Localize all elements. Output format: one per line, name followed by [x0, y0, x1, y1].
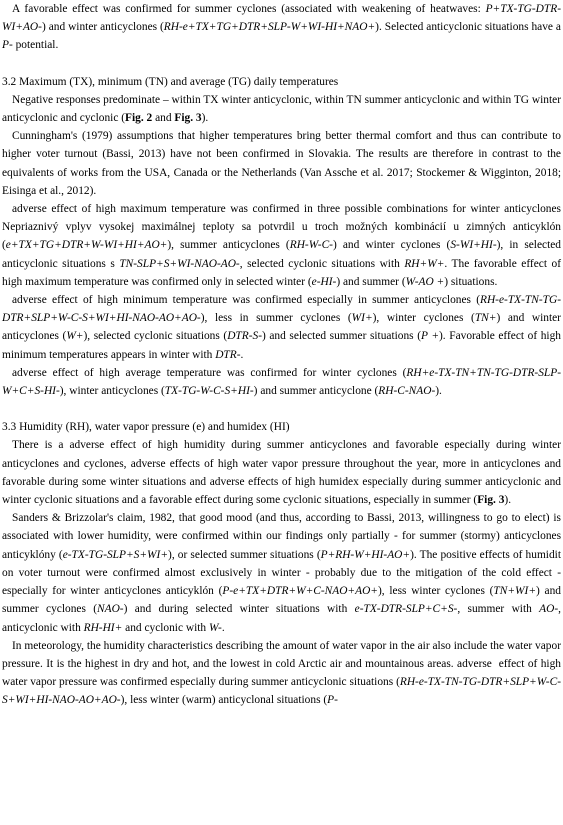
paragraph-negative-responses: Negative responses predominate – within TX winter anticyclonic, within TN summer anticyclonic and within TG winter anticyclonic and cyclonic (Fig. 2 and Fig. 3). [2, 93, 561, 125]
paragraph-humidity-effects: There is a adverse effect of high humidity during summer anticyclones and favorable especially during winter anticyclones and cyclones, adverse effects of high water vapor pressure throughout the year, more in anticyclones and favorable during some winter situations and adverse effects of high humidex especially during summer anticyclonic and winter cyclonic situations and a favorable effect during some cyclonic situations, especially in summer (Fig. 3). [2, 439, 561, 507]
paragraph-water-vapor: In meteorology, the humidity characteristics describing the amount of water vapor in the air also include the water vapor pressure. It is the highest in dry and hot, and the lowest in cold Arctic air and mountainous areas. adverse effect of high water vapor pressure was confirmed especially during summer anticyclonic situations (RH-e-TX-TN-TG-DTR+SLP+W-C-S+WI+HI-NAO-AO+AO-), less winter (warm) anticyclonal situations (P- [2, 639, 561, 707]
paragraph-summer-cyclones: A favorable effect was confirmed for summer cyclones (associated with weakening of heatwaves: P+TX-TG-DTR-WI+AO-) and winter anticyclones (RH-e+TX+TG+DTR+SLP-W+WI-HI+NAO+). Selected anticyclonic situations have a P- potential. [2, 3, 561, 52]
paragraph-min-temperature: adverse effect of high minimum temperature was confirmed especially in summer anticyclones (RH-e-TX-TN-TG-DTR+SLP+W-C-S+WI+HI-NAO-AO+AO-), less in summer cyclones (WI+), winter cyclones (TN+) and winter anticyclones (W+), selected cyclonic situations (DTR-S-) and selected summer situations (P +). Favorable effect of high minimum temperatures appears in winter with DTR-. [2, 294, 561, 361]
paragraph-cunningham: Cunningham's (1979) assumptions that higher temperatures bring better thermal comfort and thus can contribute to higher voter turnout (Bassi, 2013) have not been confirmed in Slovakia. The results are therefore in contrast to the equivalents of works from the USA, Canada or the Netherlands (Van Assche et al. 2017; Stockemer & Wigginton, 2018; Eisinga et al., 2012). [2, 130, 561, 197]
section-heading-3-3: 3.3 Humidity (RH), water vapor pressure (e) and humidex (HI) [2, 421, 290, 434]
paragraph-max-temperature: adverse effect of high maximum temperature was confirmed in three possible combinations for winter anticyclones Nepriaznivý vplyv vysokej maximálnej teploty sa potvrdil u troch možných kombinácií u zimných anticyklón (e+TX+TG+DTR+W-WI+HI+AO+), summer anticyclones (RH-W-C-) and winter cyclones (S-WI+HI-), in selected anticyclonic situations s TN-SLP+S+WI-NAO-AO-, selected cyclonic situations with RH+W+. The favorable effect of high maximum temperature was confirmed only in selected winter (e-HI-) and summer (W-AO +) situations. [2, 203, 562, 288]
spacer [2, 400, 561, 418]
paragraph-sanders-brizzolar: Sanders & Brizzolar's claim, 1982, that good mood (and thus, according to Bassi, 2013, willingness to go to elect) is associated with lower humidity, were confirmed within our findings only partially - for summer (stormy) anticyclones anticyklóny (e-TX-TG-SLP+S+WI+), or selected summer situations (P+RH-W+HI-AO+). The positive effects of humidit on voter turnout were confirmed almost exclusively in winter - probably due to the mitigation of the cold effect - especially for winter anticyclones anticyklón (P-e+TX+DTR+W+C-NAO+AO+), less winter cyclones (TN+WI+) and summer cyclones (NAO-) and during selected winter situations with e-TX-DTR-SLP+C+S-, summer with AO-, anticyclonic with RH-HI+ and cyclonic with W-. [2, 512, 561, 634]
section-heading-3-2: 3.2 Maximum (TX), minimum (TN) and average (TG) daily temperatures [2, 75, 339, 88]
spacer [2, 55, 561, 73]
paragraph-avg-temperature: adverse effect of high average temperature was confirmed for winter cyclones (RH+e-TX-TN+TN-TG-DTR-SLP-W+C+S-HI-), winter anticyclones (TX-TG-W-C-S+HI-) and summer anticyclone (RH-C-NAO-). [2, 366, 561, 398]
